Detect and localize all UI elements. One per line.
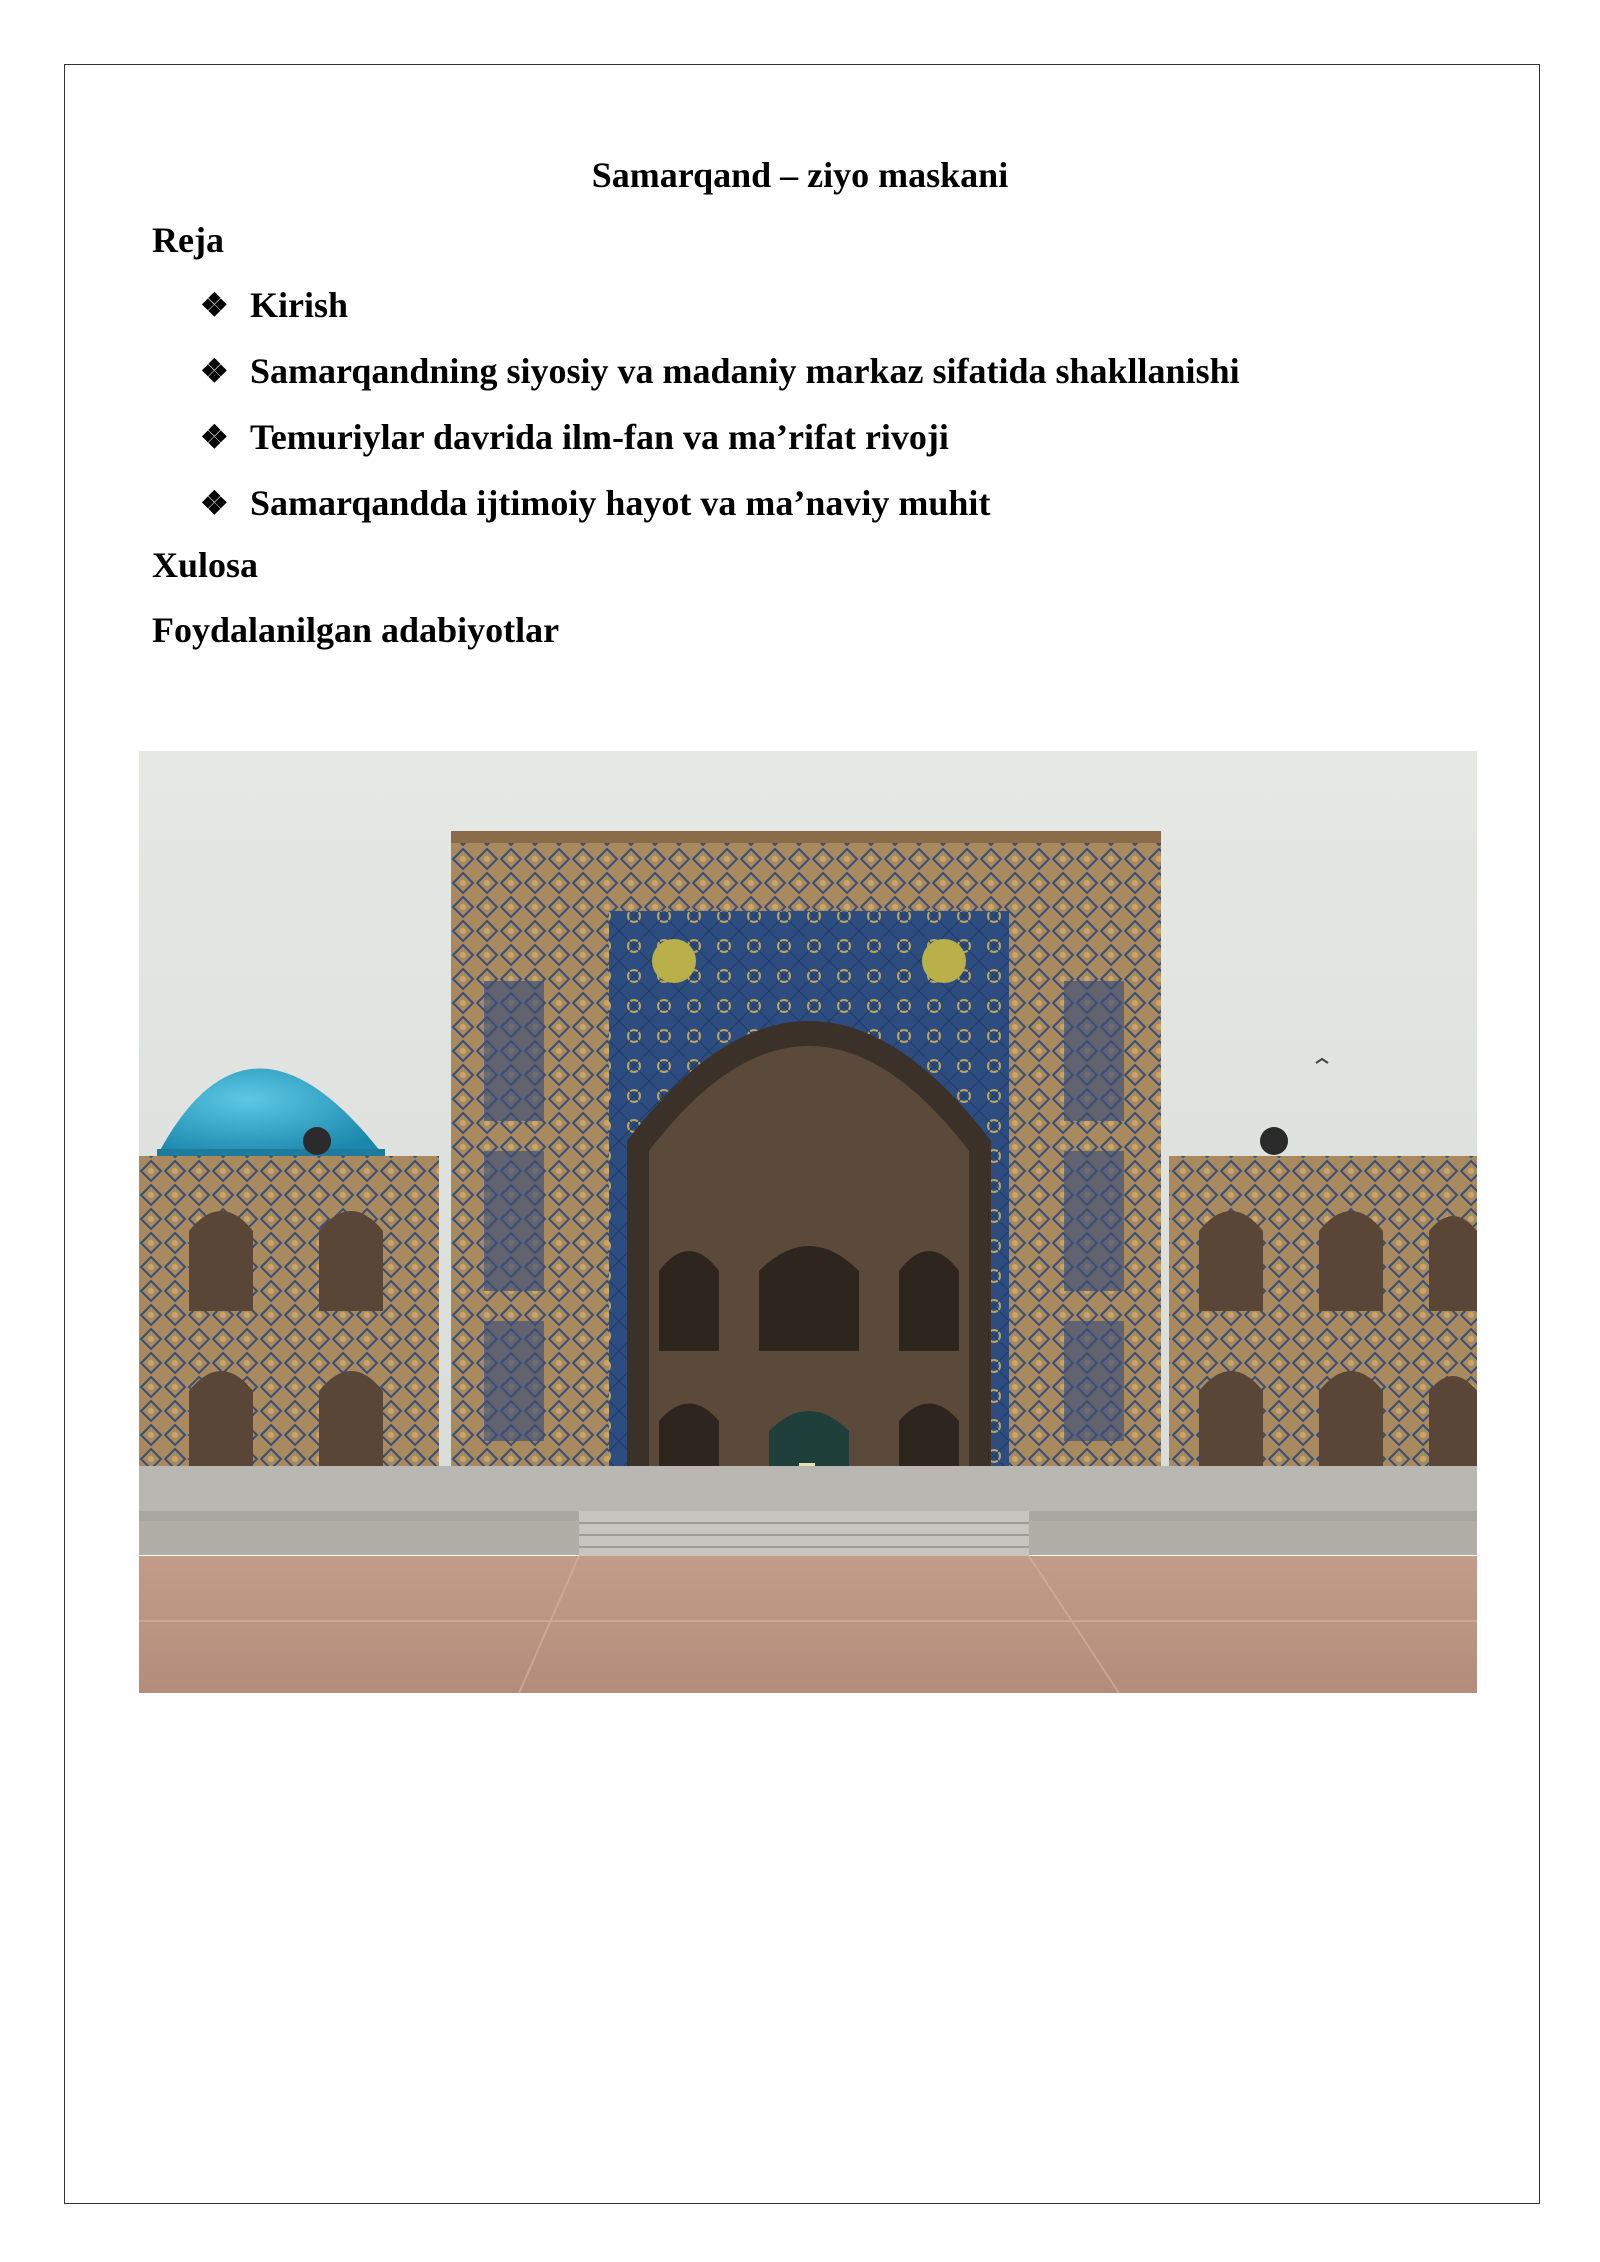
diamond-bullet-icon: ❖ [200, 419, 229, 455]
list-item [200, 346, 1240, 412]
list-item-text: Samarqandning siyosiy va madaniy markaz sifatida shakllanishi [250, 351, 1240, 391]
plan-heading: Reja [152, 220, 224, 260]
diamond-bullet-icon: ❖ [200, 485, 229, 521]
list-item-text: Samarqandda ijtimoiy hayot va ma’naviy muhit [250, 483, 991, 523]
list-item-text: Kirish [250, 285, 349, 325]
references-heading: Foydalanilgan adabiyotlar [152, 610, 560, 650]
conclusion-heading: Xulosa [152, 545, 259, 585]
list-item [200, 412, 1240, 478]
diamond-bullet-icon: ❖ [200, 353, 229, 389]
page-title: Samarqand – ziyo maskani [591, 155, 1009, 195]
plan-list [200, 280, 1240, 544]
diamond-bullet-icon: ❖ [200, 287, 229, 323]
list-item [200, 478, 1240, 544]
list-item-text: Temuriylar davrida ilm-fan va ma’rifat rivoji [250, 417, 949, 457]
list-item [200, 280, 1240, 346]
madrasa-photo [139, 751, 1477, 1693]
